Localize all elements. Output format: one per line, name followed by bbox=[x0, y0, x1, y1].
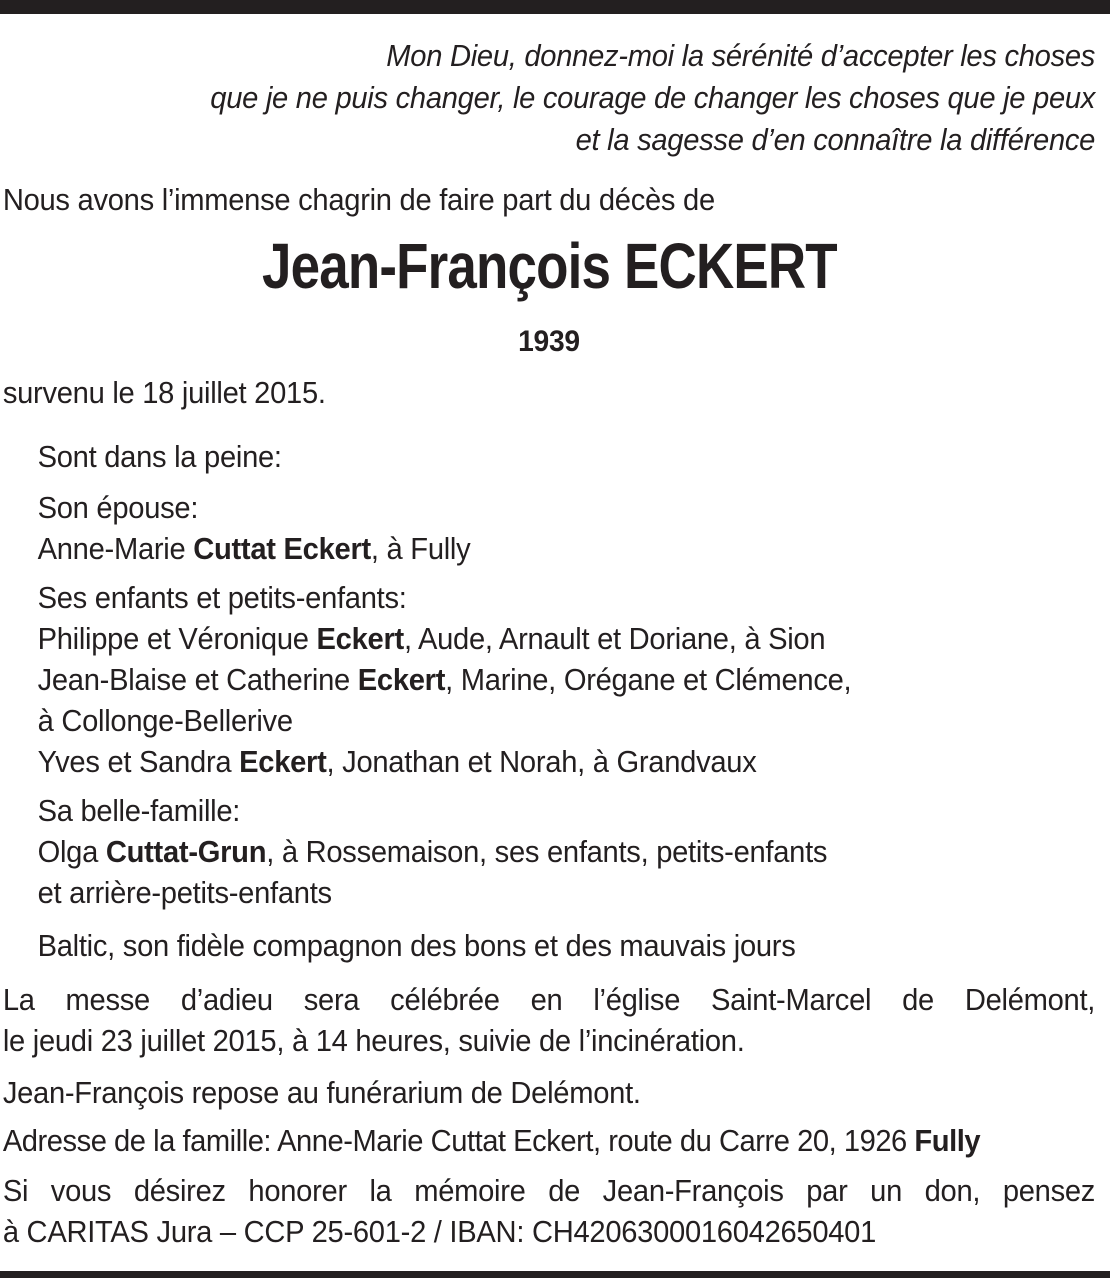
mourner-line: Yves et Sandra Eckert, Jonathan et Norah, à Grandvaux bbox=[37, 744, 757, 779]
repose-line: Jean-François repose au funérarium de Delémont. bbox=[2, 1075, 641, 1110]
ceremony-line-1: La messe d’adieu sera célébrée en l’église Saint-Marcel de Delémont, bbox=[2, 982, 1096, 1017]
mourners-section bbox=[3, 436, 1095, 966]
mourners-heading: Sont dans la peine: bbox=[37, 439, 282, 474]
family-address-line: Adresse de la famille: Anne-Marie Cuttat Eckert, route du Carre 20, 1926 Fully bbox=[2, 1123, 981, 1158]
mourner-line: et arrière-petits-enfants bbox=[37, 875, 332, 910]
mourner-line: Olga Cuttat-Grun, à Rossemaison, ses enfants, petits-enfants bbox=[37, 834, 828, 869]
serenity-prayer-quote bbox=[3, 35, 1095, 161]
donation-line-1: Si vous désirez honorer la mémoire de Jean-François par un don, pensez bbox=[2, 1173, 1096, 1208]
ceremony-paragraph bbox=[3, 979, 1095, 1061]
mourner-line: Philippe et Véronique Eckert, Aude, Arnault et Doriane, à Sion bbox=[37, 621, 826, 656]
quote-line-1: Mon Dieu, donnez-moi la sérénité d’accepter les choses bbox=[386, 38, 1096, 73]
mourner-line: Sa belle-famille: bbox=[37, 793, 241, 828]
announcement-intro: Nous avons l’immense chagrin de faire part du décès de bbox=[2, 182, 715, 217]
mourner-line: à Collonge-Bellerive bbox=[37, 703, 293, 738]
quote-line-2: que je ne puis changer, le courage de changer les choses que je peux bbox=[210, 80, 1096, 115]
mourner-line: Jean-Blaise et Catherine Eckert, Marine, Orégane et Clémence, bbox=[37, 662, 852, 697]
deceased-name-row bbox=[3, 231, 1095, 301]
passing-line: survenu le 18 juillet 2015. bbox=[2, 375, 326, 410]
deceased-name: Jean-François ECKERT bbox=[261, 230, 837, 302]
mourner-group-children bbox=[38, 577, 1096, 782]
birth-year: 1939 bbox=[518, 325, 580, 358]
ceremony-line-2: le jeudi 23 juillet 2015, à 14 heures, suivie de l’incinération. bbox=[2, 1023, 745, 1058]
quote-line-3: et la sagesse d’en connaître la différence bbox=[575, 122, 1096, 157]
mourner-line: Son épouse: bbox=[37, 490, 199, 525]
mourner-group-in-laws bbox=[38, 790, 1096, 913]
mourner-group-companion bbox=[38, 925, 1096, 966]
donation-paragraph bbox=[3, 1170, 1095, 1252]
mourner-line: Ses enfants et petits-enfants: bbox=[37, 580, 407, 615]
bottom-rule bbox=[0, 1271, 1110, 1278]
mourner-line: Anne-Marie Cuttat Eckert, à Fully bbox=[37, 531, 471, 566]
mourner-line: Baltic, son fidèle compagnon des bons et des mauvais jours bbox=[37, 928, 796, 963]
mourner-group-spouse bbox=[38, 487, 1096, 569]
donation-line-2: à CARITAS Jura – CCP 25-601-2 / IBAN: CH4206300016042650401 bbox=[2, 1214, 877, 1249]
